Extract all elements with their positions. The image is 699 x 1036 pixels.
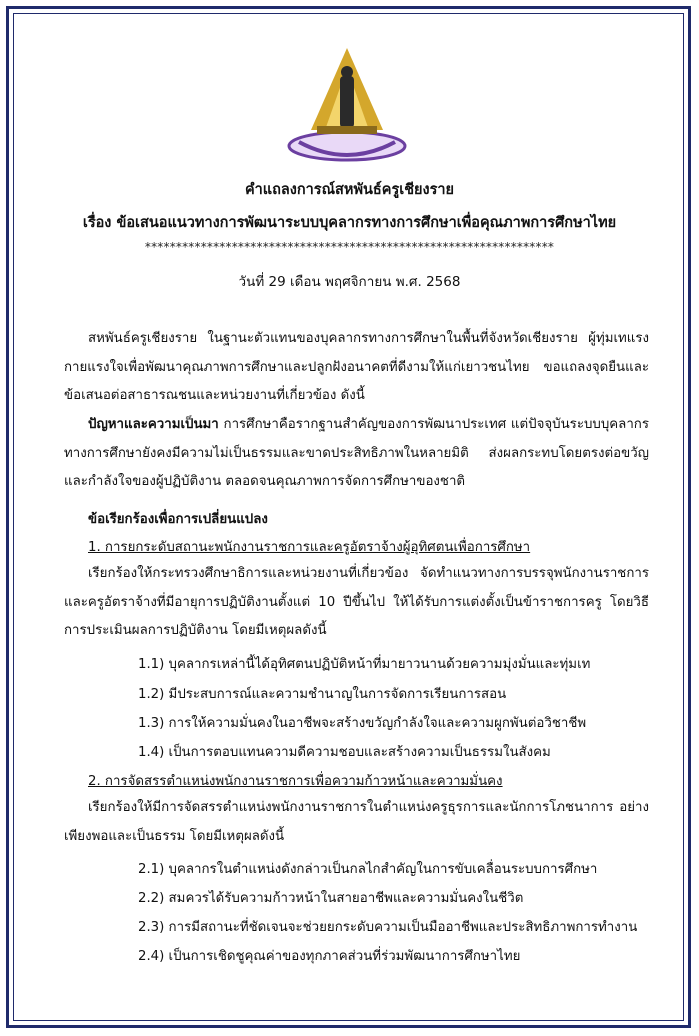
section1-item: 1.4) เป็นการตอบแทนความดีความชอบและสร้างความเป็นธรรมในสังคม (138, 745, 551, 760)
background-paragraph (64, 411, 649, 497)
section1-item: 1.1) บุคลากรเหล่านี้ได้อุทิศตนปฏิบัติหน้าที่มายาวนานด้วยความมุ่งมั่นและทุ่มเท (138, 657, 591, 672)
section2-item: 2.3) การมีสถานะที่ชัดเจนจะช่วยยกระดับความเป็นมืออาชีพและประสิทธิภาพการทำงาน (138, 920, 638, 935)
section2-item: 2.4) เป็นการเชิดชูคุณค่าของทุกภาคส่วนที่ร่วมพัฒนาการศึกษาไทย (138, 949, 521, 964)
section2-heading: 2. การจัดสรรตำแหน่งพนักงานราชการเพื่อความก้าวหน้าและความมั่นคง (88, 774, 503, 789)
section2-item: 2.2) สมควรได้รับความก้าวหน้าในสายอาชีพและความมั่นคงในชีวิต (138, 891, 524, 906)
intro-paragraph: สหพันธ์ครูเชียงราย ในฐานะตัวแทนของบุคลากรทางการศึกษาในพื้นที่จังหวัดเชียงราย ผู้ทุ่มเทแรงกายแรงใจเพื่อพัฒนาคุณภาพการศึกษาและปลูกฝังอนาคตที่ดีงามให้แก่เยาวชนไทย ขอแถลงจุดยืนและข้อเสนอต่อสาธารณชนและหน่วยงานที่เกี่ยวข้อง ดังนี้ (64, 331, 649, 403)
section2-item: 2.1) บุคลากรในตำแหน่งดังกล่าวเป็นกลไกสำคัญในการขับเคลื่อนระบบการศึกษา (138, 862, 598, 877)
statement-title: คำแถลงการณ์สหพันธ์ครูเชียงราย (244, 182, 455, 198)
statement-date: วันที่ 29 เดือน พฤศจิกายน พ.ศ. 2568 (238, 274, 461, 290)
separator-stars: ****************************************************************** (144, 240, 555, 254)
background-text: การศึกษาคือรากฐานสำคัญของการพัฒนาประเทศ แต่ปัจจุบันระบบบุคลากรทางการศึกษายังคงมีความไม่เป็นธรรมและขาดประสิทธิภาพในหลายมิติ ส่งผลกระทบโดยตรงต่อขวัญและกำลังใจของผู้ปฏิบัติงาน ตลอดจนคุณภาพการจัดการศึกษาของชาติ (64, 417, 649, 489)
federation-logo (277, 30, 417, 170)
section1-heading: 1. การยกระดับสถานะพนักงานราชการและครูอัตราจ้างผู้อุทิศตนเพื่อการศึกษา (88, 540, 531, 555)
statement-subject: เรื่อง ข้อเสนอแนวทางการพัฒนาระบบบุคลากรทางการศึกษาเพื่อคุณภาพการศึกษาไทย (82, 215, 617, 231)
background-heading: ปัญหาและความเป็นมา (88, 417, 219, 432)
section2-text: เรียกร้องให้มีการจัดสรรตำแหน่งพนักงานราชการในตำแหน่งครูธุรการและนักการโภชนาการ อย่างเพียงพอและเป็นธรรม โดยมีเหตุผลดังนี้ (64, 800, 649, 844)
demands-heading: ข้อเรียกร้องเพื่อการเปลี่ยนแปลง (88, 512, 268, 527)
section1-item: 1.3) การให้ความมั่นคงในอาชีพจะสร้างขวัญกำลังใจและความผูกพันต่อวิชาชีพ (138, 716, 587, 731)
section1-text: เรียกร้องให้กระทรวงศึกษาธิการและหน่วยงานที่เกี่ยวข้อง จัดทำแนวทางการบรรจุพนักงานราชการและครูอัตราจ้างที่มีอายุการปฏิบัติงานตั้งแต่ 10 ปีขึ้นไป ให้ได้รับการแต่งตั้งเป็นข้าราชการครู โดยวิธีการประเมินผลการปฏิบัติงาน โดยมีเหตุผลดังนี้ (64, 566, 649, 638)
section1-item: 1.2) มีประสบการณ์และความชำนาญในการจัดการเรียนการสอน (138, 687, 507, 702)
